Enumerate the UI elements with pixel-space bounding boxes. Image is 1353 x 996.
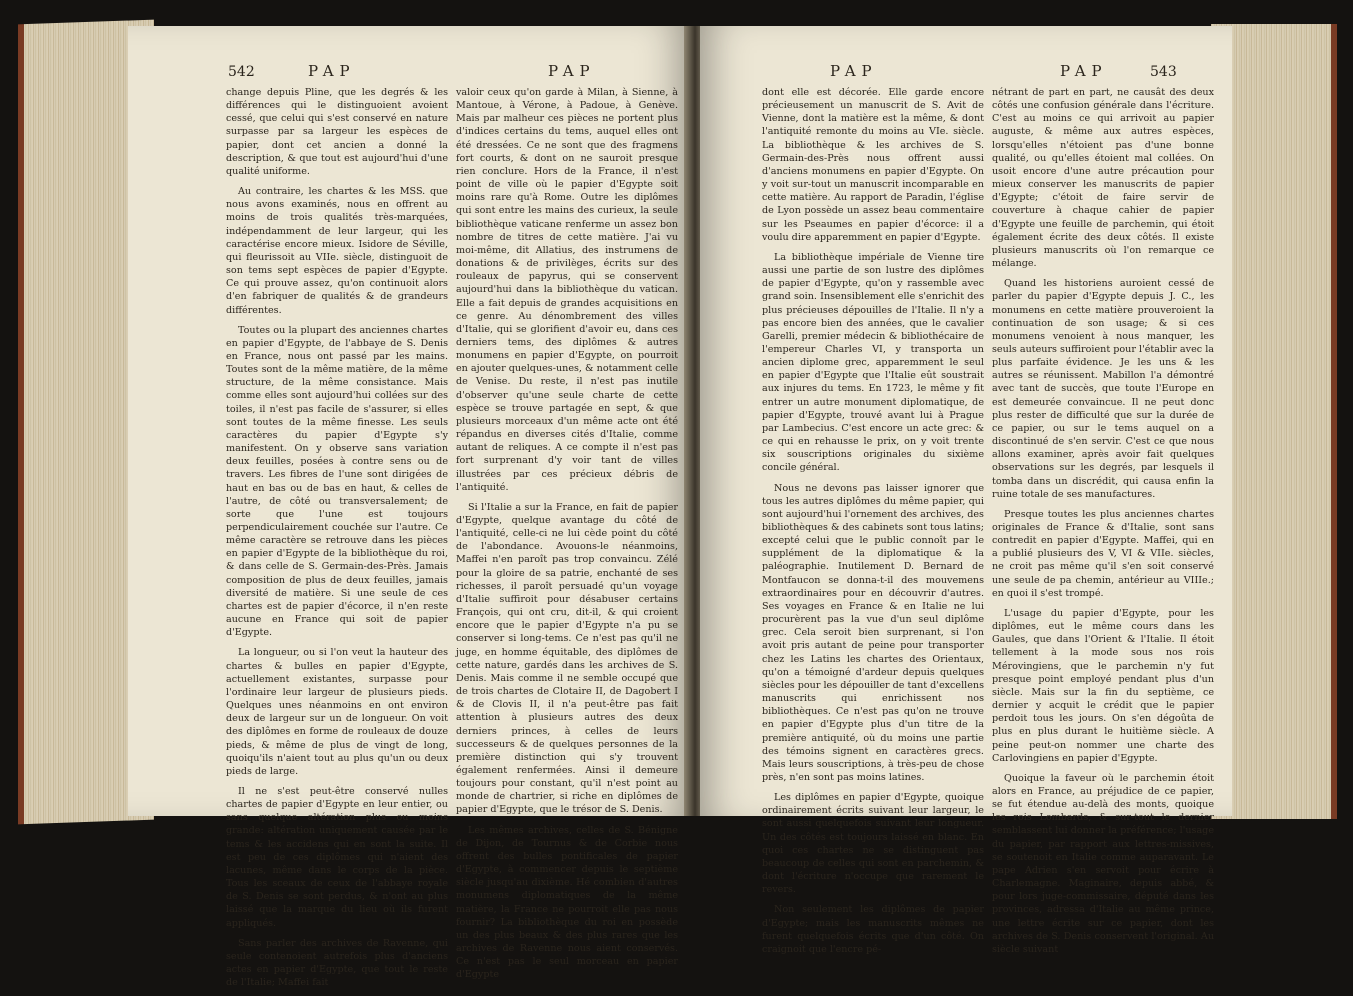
left-column-2: [456, 86, 678, 988]
paragraph: dont elle est décorée. Elle garde encore précieusement un manuscrit de S. Avit de Vienne, dont la matière est la même, & dont l'antiquité remonte du moins au VIe. siècle. La bibliothèque & les archives de S. Germain-des-Près nous offrent aussi d'anciens monumens en papier d'Egypte. On y voit sur-tout un manuscrit incomparable en cette matière. Au rapport de Paradin, l'église de Lyon possède un assez beau commentaire sur les Pseaumes en papier d'écorce: il a voulu dire apparemment en papier d'Egypte.: [762, 87, 984, 243]
paragraph: Si l'Italie a sur la France, en fait de papier d'Egypte, quelque avantage du côté de l'antiquité, celle-ci ne lui cède point du côté de l'abondance. Avouons-le néanmoins, Maffei n'en paroît pas trop convaincu. Zélé pour la gloire de sa patrie, enchanté de ses richesses, il paroît persuadé qu'un voyage d'Italie suffiroit pour désabuser certains François, qui ont cru, dit-il, & qui croient encore que le papier d'Egypte n'a pu se conserver si long-tems. Ce n'est pas qu'il ne juge, en homme équitable, des diplômes de cette nature, gardés dans les archives de S. Denis. Mais comme il ne semble occupé que de trois chartes de Clotaire II, de Dagobert I & de Clovis II, il n'a peut-être pas fait attention à plusieurs autres des deux derniers princes, à celles de leurs successeurs & de quelques personnes de la première distinction qui s'y trouvent également renfermées. Ainsi il demeure toujours pour constant, qu'il n'est point au monde de chartrier, si riche en diplômes de papier d'Egypte, que le trésor de S. Denis.: [456, 501, 678, 816]
paragraph: Quand les historiens auroient cessé de parler du papier d'Egypte depuis J. C., les monumens en cette matière prouveroient la continuation de son usage; & si ces monumens venoient à nous manquer, les seuls auteurs suffiroient pour l'établir avec la plus parfaite évidence. Je les uns & les autres se réunissent. Mabillon l'a démontré avec tant de succès, que toute l'Europe en est demeurée convaincue. Il ne peut donc plus rester de difficulté que sur la durée de ce papier, ou sur le tems auquel on a discontinué de s'en servir. C'est ce que nous allons examiner, après avoir fait quelques observations sur les degrés, par lesquels il tomba dans un discrédit, qui causa enfin la ruine totale de ses manufactures.: [992, 278, 1214, 500]
paragraph: change depuis Pline, que les degrés & les différences qui le distinguoient avoient cessé, que celui qui s'est conservé en nature surpasse par sa largeur les espèces de papier, dont cet ancien a donné la description, & que tout est aujourd'hui d'une qualité uniforme.: [226, 87, 448, 177]
paragraph: Nous ne devons pas laisser ignorer que tous les autres diplômes du même papier, qui sont aujourd'hui l'ornement des archives, des bibliothèques & des cabinets sont tous latins; excepté celui que le public connoît par le supplément de la diplomatique & la paléographie. Inutilement D. Bernard de Montfaucon se donna-t-il des mouvemens extraordinaires pour en découvrir d'autres. Ses voyages en France & en Italie ne lui procurèrent pas la vue d'un seul diplôme grec. Cela seroit bien surprenant, si l'on avoit pris autant de peine pour transporter chez les Latins les chartes des Orientaux, qu'on a témoigné d'ardeur depuis quelques siècles pour les dépouiller de tant d'excellens manuscrits qui enrichissent nos bibliothèques. Ce n'est pas qu'on ne trouve en papier d'Egypte plus d'un titre de la première antiquité, où du moins une partie des témoins signent en caractères grecs. Mais leurs souscriptions, à très-peu de chose près, n'en sont pas moins latines.: [762, 482, 985, 783]
running-head-left-col2: PAP: [548, 62, 596, 80]
paragraph: Presque toutes les plus anciennes chartes originales de France & d'Italie, sont sans contredit en papier d'Egypte. Maffei, qui en a publié plusieurs des V, VI & VIIe. siècles, ne croit pas même qu'il s'en soit conservé une seule de pa chemin, antérieur au VIIIe.; en quoi il s'est trompé.: [992, 508, 1214, 599]
paragraph: Les diplômes en papier d'Egypte, quoique ordinairement écrits suivant leur largeur, le sont aussi quelquefois suivant leur longueur. Un des côtés est toujours laissé en blanc. En quoi ces chartes ne se distinguent pas beaucoup de celles qui sont en parchemin, & dont l'écriture n'occupe que rarement le revers.: [762, 792, 984, 896]
left-page: [128, 26, 688, 989]
running-head-left-col1: PAP: [308, 62, 356, 80]
paragraph: Il ne s'est peut-être conservé nulles chartes de papier d'Egypte en leur entier, ou sans quelque altération plus ou moins grande: altération uniquement causée par le tems & les accidens qui en sont la suite. Il est peu de ces diplômes qui n'aient des lacunes, même dans le corps de la pièce. Tous les sceaux de ceux de l'abbaye royale de S. Denis se sont perdus, & n'ont au plus laissé que la marque du lieu où ils furent appliqués.: [226, 785, 448, 929]
paragraph: Non seulement les diplômes de papier d'Egypte; mais les manuscrits mêmes ne furent quelquefois écrits que d'un côté. On craignoit que l'encre pé-: [762, 904, 984, 955]
paragraph: Les mêmes archives, celles de S. Bénigne de Dijon, de Tournus & de Corbie nous offrent des bulles pontificales de papier d'Egypte, à commencer depuis le septième siècle jusqu'au dixième. Hé combien d'autres monumens diplomatiques de la même matière, la France ne pourroit elle pas nous fournir? La bibliothèque du roi en possède un des plus beaux & des plus rares que les archives de Ravenne nous aient conservés. Ce n'est pas le seul morceau en papier d'Egypte: [456, 824, 678, 981]
right-page: [700, 26, 1232, 955]
page-number-left: 542: [228, 64, 255, 80]
page-number-right: 543: [1150, 64, 1177, 80]
paragraph: La bibliothèque impériale de Vienne tire aussi une partie de son lustre des diplômes de papier d'Egypte, qu'on y rassemble avec grand soin. Insensiblement elle s'enrichit des plus précieuses dépouilles de l'Italie. Il n'y a pas encore bien des années, que le cavalier Garelli, premier médecin & bibliothécaire de l'empereur Charles VI, y transporta un ancien diplome grec, apparemment le seul en papier d'Egypte que l'Italie eût soustrait aux injures du tems. En 1723, le même y fit entrer un autre monument diplomatique, de papier d'Egypte, trouvé avant lui à Prague par Lambecius. C'est encore un acte grec: & ce qui en rehausse le prix, on y voit trente six souscriptions originales du sixième concile général.: [762, 251, 984, 474]
right-column-2: [992, 86, 1214, 963]
paragraph: Toutes ou la plupart des anciennes chartes en papier d'Egypte, de l'abbaye de S. Denis en France, nous ont passé par les mains. Toutes sont de la même matière, de la même structure, de la même consistance. Mais comme elles sont aujourd'hui collées sur des toiles, il n'est pas facile de s'assurer, si elles sont toutes de la même finesse. Les seuls caractères du papier d'Egypte s'y manifestent. On y observe sans variation deux feuilles, posées à contre sens ou de travers. Les fibres de l'une sont dirigées de haut en bas ou de bas en haut, & celles de l'autre, de côté ou transversalement; de sorte que l'une est toujours perpendiculairement couchée sur l'autre. Ce même caractère se retrouve dans les pièces en papier d'Egypte de la bibliothèque du roi, & dans celle de S. Germain-des-Près. Jamais composition de plus de deux feuilles, jamais diversité de matière. Si une seule de ces chartes est de papier d'écorce, il n'en reste aucune en France qui soit de papier d'Egypte.: [226, 324, 448, 639]
paragraph: nétrant de part en part, ne causât des deux côtés une confusion générale dans l'écriture. C'est au moins ce qui arrivoit au papier auguste, & même aux autres espèces, lorsqu'elles n'étoient pas d'une bonne qualité, ou qu'elles étoient mal collées. On usoit encore d'une autre précaution pour mieux conserver les manuscrits de papier d'Egypte; c'étoit de faire servir de couverture à chaque cahier de papier d'Egypte une feuille de parchemin, qui étoit également écrite des deux côtés. Il existe plusieurs manuscrits où l'on remarque ce mélange.: [992, 87, 1214, 270]
paragraph: Quoique la faveur où le parchemin étoit alors en France, au préjudice de ce papier, se fut étendue au-delà des monts, quoique les rois Lombards, & sur-tout le dernier semblassent lui donner la préférence; l'usage du papier, par rapport aux lettres-missives, se soutenoit en Italie comme auparavant. Le pape Adrien s'en servoit pour écrire à Charlemagne. Maginaire, depuis abbé, & pour lors juge-commissaire, député dans les provinces, adressa d'Italie au même prince, une lettre écrite sur ce papier, dont les archives de S. Denis conservent l'original. Au siècle suivant: [992, 772, 1214, 955]
right-column-1: [762, 86, 984, 963]
left-column-1: [226, 86, 448, 996]
running-head-right-col1: PAP: [830, 62, 878, 80]
paragraph: La longueur, ou si l'on veut la hauteur des chartes & bulles en papier d'Egypte, actuellement existantes, surpasse pour l'ordinaire leur largeur de plusieurs pieds. Quelques unes néanmoins en ont environ deux de largeur sur un de longueur. On voit des diplômes en forme de rouleaux de douze pieds, & même de plus de vingt de long, quoiqu'ils n'aient tout au plus qu'un ou deux pieds de large.: [226, 647, 448, 777]
running-head-right-col2: PAP: [1060, 62, 1108, 80]
paragraph: L'usage du papier d'Egypte, pour les diplômes, eut le même cours dans les Gaules, que dans l'Orient & l'Italie. Il étoit tellement à la mode sous nos rois Mérovingiens, que le parchemin n'y fut presque point employé pendant plus d'un siècle. Mais sur la fin du septième, ce dernier y acquit le crédit que le papier perdoit tous les jours. On s'en dégoûta de plus en plus durant le huitième siècle. A peine peut-on nommer une charte des Carlovingiens en papier d'Egypte.: [992, 607, 1214, 764]
paragraph: Sans parler des archives de Ravenne, qui seule contenoient autrefois plus d'anciens actes en papier d'Egypte, que tout le reste de l'Italie; Maffei fait: [226, 937, 448, 989]
paragraph: Au contraire, les chartes & les MSS. que nous avons examinés, nous en offrent au moins de trois qualités très-marquées, indépendamment de leur largeur, qui les caractérise encore mieux. Isidore de Séville, qui fleurissoit au VIIe. siècle, distinguoit de son tems sept espèces de papier d'Egypte. Ce qui prouve assez, qu'on continuoit alors d'en fabriquer de qualités & de grandeurs différentes.: [226, 186, 448, 316]
paragraph: valoir ceux qu'on garde à Milan, à Sienne, à Mantoue, à Vérone, à Padoue, à Genève. Mais par malheur ces pièces ne portent plus d'indices certains du tems, auquel elles ont été dressées. Ce ne sont que des fragmens fort courts, & dont on ne sauroit presque rien conclure. Hors de la France, il n'est point de ville où le papier d'Egypte soit moins rare qu'à Rome. Outre les diplômes qui sont entre les mains des curieux, la seule bibliothèque vaticane renferme un assez bon nombre de titres de cette matière. J'ai vu moi-même, dit Allatius, des instrumens de donations & de privilèges, écrits sur des rouleaux de papyrus, qui se conservent aujourd'hui dans la bibliothèque du vatican. Elle a fait depuis de grandes acquisitions en ce genre. Au dénombrement des villes d'Italie, qui se glorifient d'avoir eu, dans ces derniers tems, des diplômes & autres monumens en papier d'Egypte, on pourroit en ajouter quelques-unes, & notamment celle de Venise. Du reste, il n'est pas inutile d'observer qu'une seule charte de cette espèce se trouve partagée en sept, & que plusieurs morceaux d'un même acte ont été répandus en diverses cités d'Italie, comme autant de reliques. A ce compte il n'est pas fort surprenant d'y voir tant de villes illustrées par ces précieux débris de l'antiquité.: [456, 87, 678, 493]
